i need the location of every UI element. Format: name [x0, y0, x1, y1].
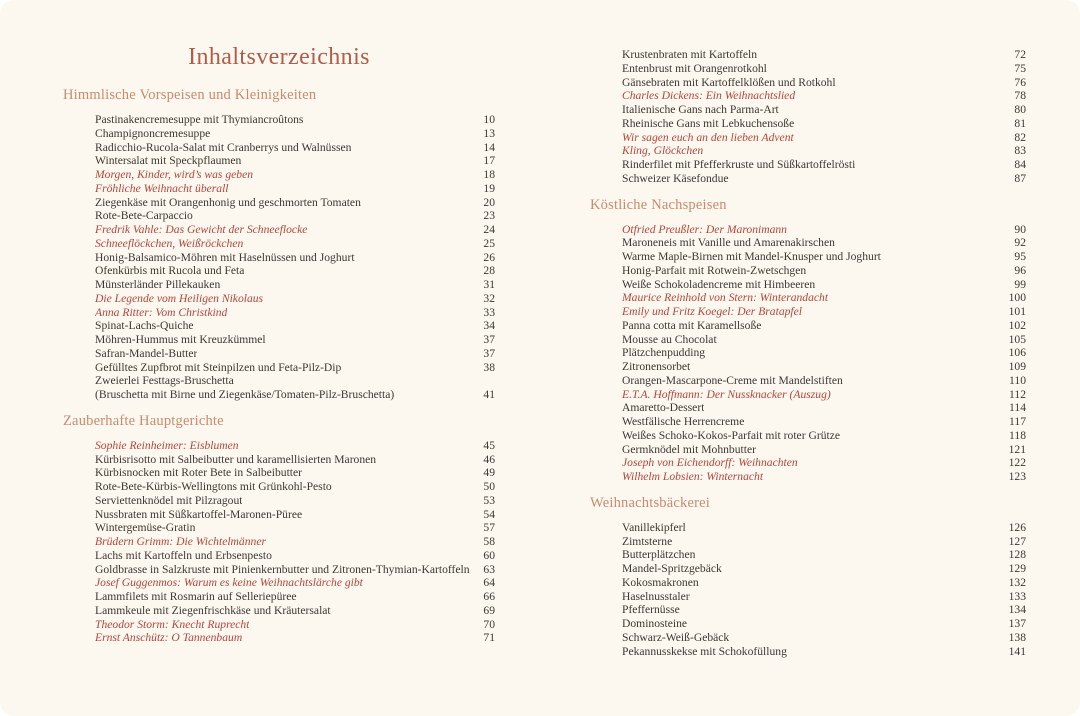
- toc-entry-page: 28: [483, 264, 495, 278]
- toc-entry-page: 32: [483, 291, 495, 305]
- toc-entry-label: Pekannusskekse mit Schokofüllung: [622, 644, 787, 658]
- toc-entry-literary: [63, 631, 495, 645]
- toc-entry-page: 109: [1008, 360, 1026, 373]
- page-title: Inhaltsverzeichnis: [188, 44, 370, 70]
- toc-entry-label: Dominosteine: [622, 617, 688, 630]
- toc-entry-label: Weiße Schokoladencreme mit Himbeeren: [622, 277, 816, 291]
- toc-entry-literary: [590, 131, 1026, 145]
- toc-entry-label: Nussbraten mit Süßkartoffel-Maronen-Püree: [95, 507, 303, 521]
- toc-entry: [590, 576, 1026, 590]
- toc-entry-page: 138: [1008, 630, 1026, 644]
- toc-entry-page: 13: [483, 126, 495, 140]
- toc-entry-label: Panna cotta mit Karamellsoße: [622, 318, 762, 332]
- toc-entry-label: Wintergemüse-Gratin: [95, 521, 196, 535]
- toc-entry-label: Anna Ritter: Vom Christkind: [95, 305, 228, 319]
- toc-entry: [590, 631, 1026, 645]
- toc-entry-page: 69: [483, 603, 495, 617]
- toc-entry-label: Maroneneis mit Vanille und Amarenakirschen: [622, 236, 835, 250]
- toc-entry: [590, 617, 1026, 631]
- toc-entry-page: 54: [483, 507, 495, 521]
- toc-entry-label: Fröhliche Weihnacht überall: [95, 181, 229, 195]
- toc-entry-page: 38: [483, 360, 495, 374]
- toc-entry: [63, 494, 495, 508]
- toc-entry-page: 123: [1008, 470, 1026, 483]
- toc-column-right-body: [590, 48, 1026, 658]
- toc-entry-label: Entenbrust mit Orangenrotkohl: [622, 61, 767, 75]
- toc-entry: [590, 319, 1026, 333]
- toc-entry-label: Die Legende vom Heiligen Nikolaus: [95, 291, 264, 305]
- toc-entry: [63, 521, 495, 535]
- toc-entry-label: Weißes Schoko-Kokos-Parfait mit roter Grütze: [622, 428, 840, 442]
- toc-column-left-body: [63, 86, 495, 645]
- toc-entry-literary: [590, 144, 1026, 158]
- toc-entry-label: Lammfilets mit Rosmarin auf Selleriepüree: [95, 590, 297, 603]
- toc-entry-page: 23: [483, 209, 495, 223]
- toc-entry: [63, 209, 495, 223]
- toc-entry-label: Germknödel mit Mohnbutter: [622, 442, 756, 456]
- toc-column-right: [590, 48, 1026, 658]
- toc-entry-literary: [590, 470, 1026, 484]
- toc-entry: [590, 76, 1026, 90]
- toc-entry-page: 58: [483, 535, 495, 548]
- toc-entry-label: Emily und Fritz Koegel: Der Bratapfel: [622, 305, 802, 318]
- toc-entry-page: 20: [483, 195, 495, 209]
- toc-entry: [590, 521, 1026, 535]
- toc-entry-page: 126: [1008, 520, 1026, 534]
- toc-entry-page: 127: [1008, 534, 1026, 548]
- toc-entry-page: 41: [483, 388, 495, 401]
- toc-entry: [63, 251, 495, 265]
- toc-entry: [63, 196, 495, 210]
- toc-entry-label: Champignoncremesuppe: [95, 126, 211, 140]
- toc-entry-label: Wilhelm Lobsien: Winternacht: [622, 470, 764, 483]
- toc-entry: [63, 480, 495, 494]
- toc-entry-page: 64: [483, 576, 495, 590]
- toc-entry-literary: [590, 223, 1026, 237]
- toc-entry-label: Kürbisnocken mit Roter Bete in Salbeibutter: [95, 466, 303, 480]
- toc-column-left: [63, 42, 495, 645]
- toc-entry: [63, 590, 495, 604]
- toc-entry-label: Brüdern Grimm: Die Wichtelmänner: [95, 535, 266, 548]
- toc-entry-page: 118: [1009, 428, 1026, 442]
- toc-entry: [590, 562, 1026, 576]
- toc-entry-page: 129: [1008, 562, 1026, 575]
- toc-entry-page: 84: [1014, 158, 1026, 171]
- toc-entry-label: Sophie Reinheimer: Eisblumen: [95, 438, 239, 452]
- section-heading: Himmlische Vorspeisen und Kleinigkeiten: [63, 87, 317, 103]
- toc-entry: [590, 236, 1026, 250]
- toc-entry-label: Schneeflöckchen, Weißröckchen: [95, 236, 244, 250]
- toc-entry-page: 63: [483, 562, 495, 576]
- toc-entry: [63, 549, 495, 563]
- toc-entry: [590, 103, 1026, 117]
- toc-entry-page: 102: [1008, 318, 1026, 332]
- toc-entry-label: Pfeffernüsse: [622, 603, 680, 617]
- section-heading: Weihnachtsbäckerei: [590, 494, 710, 511]
- toc-entry-literary: [63, 535, 495, 549]
- toc-entry-page: 26: [483, 250, 495, 264]
- toc-entry-page: 141: [1008, 644, 1026, 658]
- toc-entry-label: E.T.A. Hoffmann: Der Nussknacker (Auszug): [622, 387, 831, 401]
- toc-entry: [590, 158, 1026, 172]
- toc-entry-page: 114: [1009, 401, 1026, 415]
- toc-entry-label: Kokosmakronen: [622, 575, 699, 589]
- toc-entry: [590, 250, 1026, 264]
- toc-entry-label: Ofenkürbis mit Rucola und Feta: [95, 264, 245, 278]
- toc-entry: [63, 453, 495, 467]
- toc-entry-label: Honig-Balsamico-Möhren mit Haselnüssen und Joghurt: [95, 250, 355, 264]
- toc-entry: [63, 361, 495, 375]
- toc-entry-label: Gänsebraten mit Kartoffelklößen und Rotkohl: [622, 75, 836, 89]
- toc-entry-label: Warme Maple-Birnen mit Mandel-Knusper und Joghurt: [622, 250, 881, 263]
- toc-entry: [63, 347, 495, 361]
- toc-entry-label: Morgen, Kinder, wird’s was geben: [95, 168, 254, 181]
- toc-entry-label: Zitronensorbet: [622, 360, 691, 373]
- toc-entry-page: 10: [483, 113, 495, 126]
- toc-entry-page: 82: [1014, 130, 1026, 144]
- toc-entry-label: Ernst Anschütz: O Tannenbaum: [95, 631, 243, 645]
- toc-entry-label: Charles Dickens: Ein Weihnachtslied: [622, 89, 796, 103]
- toc-entry: [590, 401, 1026, 415]
- toc-entry-page: 31: [483, 278, 495, 291]
- toc-entry-label: Kling, Glöckchen: [622, 144, 704, 158]
- toc-entry: [63, 333, 495, 347]
- toc-entry-label: Plätzchenpudding: [622, 346, 706, 360]
- toc-entry-label: Amaretto-Dessert: [622, 401, 705, 415]
- toc-entry: [590, 415, 1026, 429]
- toc-entry-page: 117: [1009, 415, 1026, 428]
- toc-entry-page: 72: [1014, 48, 1026, 61]
- toc-entry-literary: [590, 305, 1026, 319]
- toc-entry-page: 87: [1014, 171, 1026, 185]
- toc-entry-label: Joseph von Eichendorff: Weihnachten: [622, 456, 798, 470]
- toc-entry: [63, 508, 495, 522]
- toc-entry-literary: [590, 291, 1026, 305]
- toc-entry-page: 25: [483, 236, 495, 250]
- toc-entry-label: Butterplätzchen: [622, 548, 696, 562]
- toc-entry-page: 106: [1008, 346, 1026, 360]
- toc-entry-label: Zweierlei Festtags-Bruschetta: [95, 374, 234, 388]
- toc-entry-page: 17: [483, 154, 495, 168]
- toc-entry-literary: [63, 439, 495, 453]
- toc-entry: [63, 113, 495, 127]
- toc-entry-literary: [63, 306, 495, 320]
- toc-entry-label: Rheinische Gans mit Lebkuchensoße: [622, 116, 795, 130]
- toc-entry: [590, 278, 1026, 292]
- toc-entry-label: Orangen-Mascarpone-Creme mit Mandelstiften: [622, 373, 843, 387]
- toc-entry-page: 96: [1014, 263, 1026, 277]
- toc-entry-literary: [590, 89, 1026, 103]
- toc-entry-page: 132: [1008, 575, 1026, 589]
- toc-entry-page: 112: [1009, 387, 1026, 401]
- toc-entry: [63, 127, 495, 141]
- toc-entry: [590, 360, 1026, 374]
- toc-entry: [63, 466, 495, 480]
- toc-entry-page: 60: [483, 548, 495, 562]
- toc-entry-label: Möhren-Hummus mit Kreuzkümmel: [95, 333, 266, 346]
- toc-entry-page: 81: [1014, 116, 1026, 130]
- toc-entry-label: Lachs mit Kartoffeln und Erbsenpesto: [95, 548, 272, 562]
- toc-entry-label: Honig-Parfait mit Rotwein-Zwetschgen: [622, 263, 807, 277]
- toc-entry-page: 128: [1008, 548, 1026, 562]
- toc-entry-page: 137: [1008, 617, 1026, 630]
- toc-entry-label: Otfried Preußler: Der Maronimann: [622, 222, 787, 236]
- toc-entry-label: Ziegenkäse mit Orangenhonig und geschmorten Tomaten: [95, 195, 361, 209]
- toc-entry-literary: [63, 292, 495, 306]
- toc-entry-label: Westfälische Herrencreme: [622, 415, 745, 428]
- toc-entry: [63, 374, 495, 388]
- toc-entry-page: 49: [483, 466, 495, 480]
- toc-entry-page: 134: [1008, 603, 1026, 617]
- toc-entry-page: 76: [1014, 75, 1026, 89]
- toc-entry-page: 34: [483, 319, 495, 333]
- toc-entry: [590, 548, 1026, 562]
- toc-entry-label: Kürbisrisotto mit Salbeibutter und karamellisierten Maronen: [95, 452, 377, 466]
- toc-entry-label: Wintersalat mit Speckpflaumen: [95, 154, 242, 168]
- toc-entry-label: Rote-Bete-Carpaccio: [95, 209, 193, 223]
- toc-entry-page: 70: [483, 617, 495, 631]
- toc-entry-label: Rinderfilet mit Pfefferkruste und Süßkartoffelrösti: [622, 158, 856, 171]
- toc-entry-label: Josef Guggenmos: Warum es keine Weihnachtslärche gibt: [95, 576, 363, 590]
- toc-entry-literary: [63, 182, 495, 196]
- toc-entry-page: 99: [1014, 277, 1026, 291]
- toc-entry-literary: [63, 237, 495, 251]
- toc-entry-label: Krustenbraten mit Kartoffeln: [622, 48, 758, 61]
- toc-entry-page: 95: [1014, 250, 1026, 263]
- toc-entry: [590, 429, 1026, 443]
- toc-entry: [590, 443, 1026, 457]
- toc-entry: [63, 264, 495, 278]
- toc-entry: [590, 117, 1026, 131]
- toc-entry-page: 19: [483, 181, 495, 195]
- toc-entry: [590, 374, 1026, 388]
- toc-entry-page: 53: [483, 493, 495, 507]
- toc-entry-label: Spinat-Lachs-Quiche: [95, 319, 194, 333]
- toc-entry-label: Theodor Storm: Knecht Ruprecht: [95, 617, 250, 631]
- toc-entry: [590, 62, 1026, 76]
- toc-entry-label: Zimtsterne: [622, 534, 673, 548]
- toc-entry: [590, 645, 1026, 659]
- toc-entry-label: Pastinakencremesuppe mit Thymiancroûtons: [95, 113, 304, 126]
- toc-entry-label: Münsterländer Pillekauken: [95, 278, 221, 291]
- toc-entry-page: 101: [1008, 305, 1026, 318]
- toc-entry: [590, 535, 1026, 549]
- toc-entry-page: 121: [1008, 442, 1026, 456]
- toc-entry: [63, 154, 495, 168]
- toc-entry: [590, 333, 1026, 347]
- toc-entry-page: 71: [483, 631, 495, 645]
- toc-entry-page: 66: [483, 590, 495, 603]
- toc-entry-page: 50: [483, 480, 495, 493]
- toc-entry-label: Serviettenknödel mit Pilzragout: [95, 493, 243, 507]
- toc-entry-label: Radicchio-Rucola-Salat mit Cranberrys und Walnüssen: [95, 140, 352, 154]
- toc-entry-label: Schwarz-Weiß-Gebäck: [622, 630, 730, 644]
- toc-entry: [590, 172, 1026, 186]
- section-heading: Zauberhafte Hauptgerichte: [63, 412, 224, 429]
- toc-entry-page: 92: [1014, 236, 1026, 250]
- toc-entry-page: 78: [1014, 89, 1026, 103]
- toc-entry-page: 33: [483, 305, 495, 319]
- toc-entry: [63, 604, 495, 618]
- toc-entry-label: Goldbrasse in Salzkruste mit Pinienkernbutter und Zitronen-Thymian-Kartoffeln: [95, 562, 470, 576]
- toc-entry: [590, 264, 1026, 278]
- toc-entry-page: 80: [1014, 103, 1026, 116]
- toc-entry: [63, 319, 495, 333]
- toc-entry: [63, 563, 495, 577]
- toc-entry: [590, 346, 1026, 360]
- toc-entry-page: 122: [1008, 456, 1026, 470]
- toc-entry-label: Safran-Mandel-Butter: [95, 346, 198, 360]
- toc-entry-label: (Bruschetta mit Birne und Ziegenkäse/Tomaten-Pilz-Bruschetta): [95, 388, 395, 401]
- toc-entry-page: 110: [1009, 373, 1026, 387]
- toc-entry: [590, 590, 1026, 604]
- toc-entry-label: Gefülltes Zupfbrot mit Steinpilzen und Feta-Pilz-Dip: [95, 360, 342, 374]
- toc-entry: [63, 141, 495, 155]
- toc-entry-label: Haselnusstaler: [622, 589, 690, 603]
- section-heading: Köstliche Nachspeisen: [590, 196, 727, 213]
- toc-entry-literary: [590, 456, 1026, 470]
- toc-entry-label: Mandel-Spritzgebäck: [622, 562, 722, 575]
- toc-entry-page: 57: [483, 521, 495, 535]
- toc-entry-page: 24: [483, 223, 495, 236]
- toc-entry-page: 105: [1008, 332, 1026, 346]
- toc-entry-label: Maurice Reinhold von Stern: Winterandacht: [622, 291, 829, 305]
- toc-entry-page: 75: [1014, 61, 1026, 75]
- toc-entry-page: 37: [483, 333, 495, 346]
- toc-entry-literary: [63, 576, 495, 590]
- toc-entry: [63, 388, 495, 402]
- toc-entry-label: Fredrik Vahle: Das Gewicht der Schneeflocke: [95, 223, 308, 236]
- toc-entry-label: Vanillekipferl: [622, 520, 686, 534]
- toc-entry-page: 14: [483, 140, 495, 154]
- toc-entry: [63, 278, 495, 292]
- toc-entry-label: Mousse au Chocolat: [622, 332, 717, 346]
- toc-entry-label: Wir sagen euch an den lieben Advent: [622, 130, 794, 144]
- toc-entry-page: 133: [1008, 589, 1026, 603]
- toc-entry-label: Italienische Gans nach Parma-Art: [622, 103, 779, 116]
- toc-entry-page: 90: [1014, 222, 1026, 236]
- toc-entry-page: 37: [483, 346, 495, 360]
- toc-entry-literary: [590, 388, 1026, 402]
- toc-entry: [590, 603, 1026, 617]
- toc-entry-label: Lammkeule mit Ziegenfrischkäse und Kräutersalat: [95, 603, 331, 617]
- toc-entry-page: 83: [1014, 144, 1026, 158]
- toc-entry-page: 45: [483, 438, 495, 452]
- toc-entry-label: Rote-Bete-Kürbis-Wellingtons mit Grünkohl-Pesto: [95, 480, 332, 493]
- toc-entry-page: 46: [483, 452, 495, 466]
- toc-entry-literary: [63, 618, 495, 632]
- toc-entry-literary: [63, 223, 495, 237]
- toc-entry: [590, 48, 1026, 62]
- toc-entry-label: Schweizer Käsefondue: [622, 171, 729, 185]
- toc-entry-page: 18: [483, 168, 495, 181]
- toc-entry-literary: [63, 168, 495, 182]
- toc-entry-page: 100: [1008, 291, 1026, 305]
